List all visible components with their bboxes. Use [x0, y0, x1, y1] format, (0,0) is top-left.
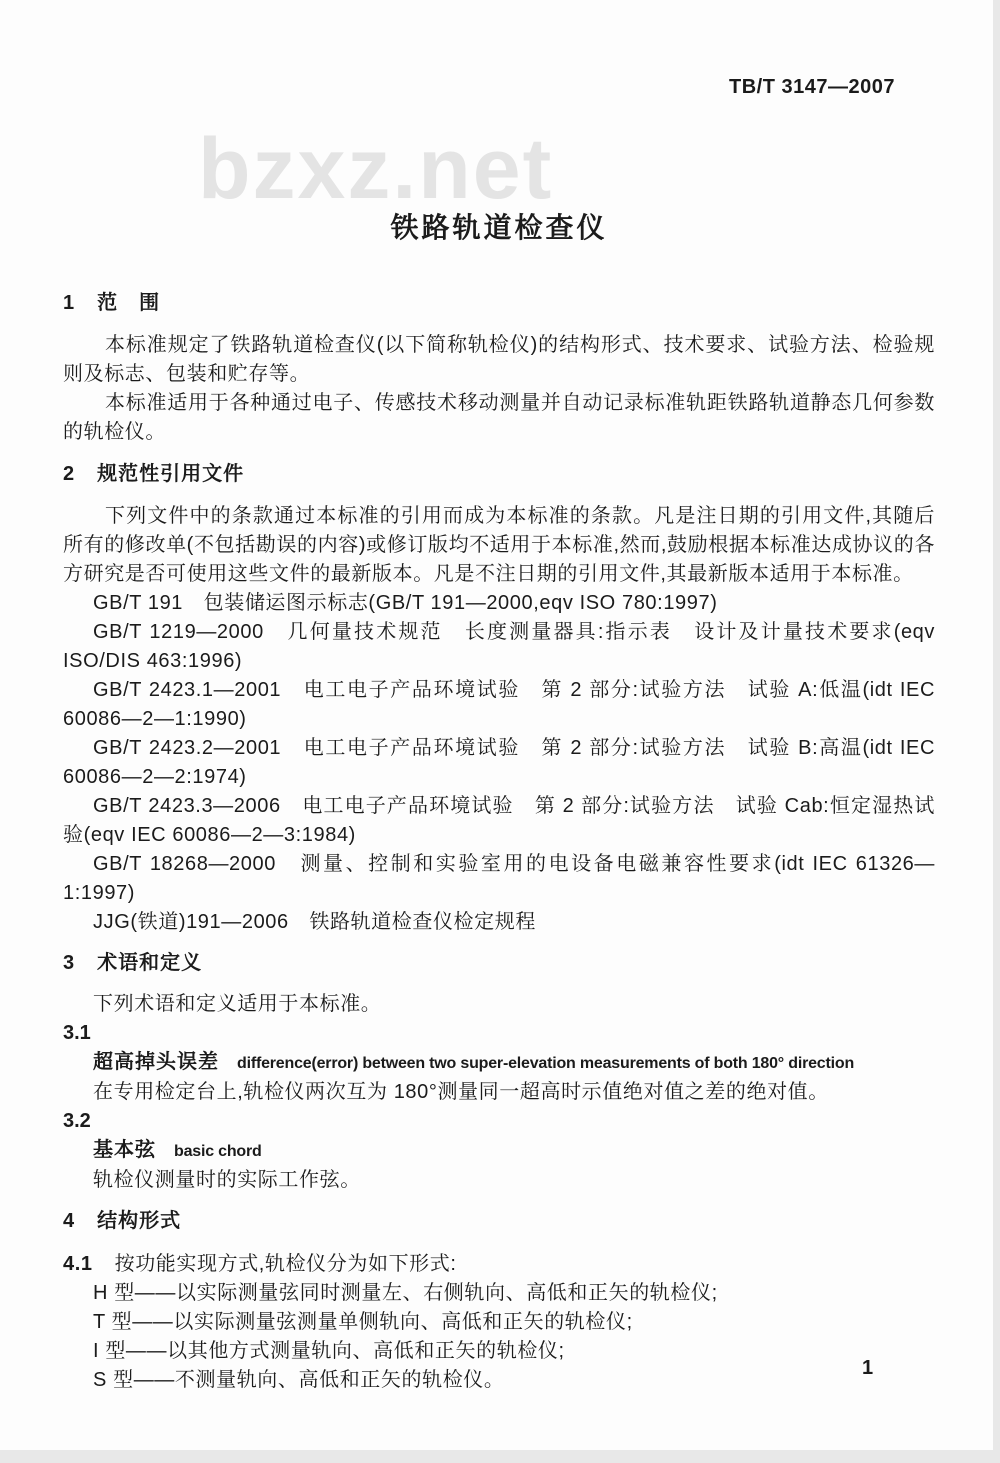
- section-2-number: 2: [63, 463, 76, 485]
- type-list-item: H 型——以实际测量弦同时测量左、右侧轨向、高低和正矢的轨检仪;: [93, 1282, 718, 1304]
- reference-item: GB/T 2423.3—2006 电工电子产品环境试验 第 2 部分:试验方法 试验 Cab:恒定湿热试验(eqv IEC 60086—2—3:1984): [63, 795, 935, 846]
- definition-3-1: 在专用检定台上,轨检仪两次互为 180°测量同一超高时示值绝对值之差的绝对值。: [93, 1081, 829, 1103]
- section-4-heading: [63, 1208, 935, 1234]
- term-3-1-en: difference(error) between two super-elevation measurements of both 180° direction: [237, 1055, 855, 1072]
- watermark-text: bzxz.net: [198, 121, 554, 217]
- type-list-item: T 型——以实际测量弦测量单侧轨向、高低和正矢的轨检仪;: [93, 1311, 633, 1333]
- clause-3-1-number: 3.1: [63, 1022, 91, 1044]
- type-list-item: I 型——以其他方式测量轨向、高低和正矢的轨检仪;: [93, 1340, 565, 1362]
- scan-edge-right: [993, 0, 1000, 1463]
- section-1-paragraph-1: 本标准规定了铁路轨道检查仪(以下简称轨检仪)的结构形式、技术要求、试验方法、检验规则及标志、包装和贮存等。: [63, 334, 935, 385]
- term-3-1: [63, 1048, 935, 1078]
- clause-4-1: [63, 1250, 935, 1279]
- section-3-number: 3: [63, 952, 76, 974]
- reference-item: GB/T 2423.2—2001 电工电子产品环境试验 第 2 部分:试验方法 试验 B:高温(idt IEC 60086—2—2:1974): [63, 737, 935, 788]
- standard-number: TB/T 3147—2007: [729, 76, 895, 98]
- section-1-heading: [63, 290, 935, 316]
- term-3-1-zh: 超高掉头误差: [93, 1051, 219, 1073]
- section-1-number: 1: [63, 292, 76, 314]
- reference-item: GB/T 1219—2000 几何量技术规范 长度测量器具:指示表 设计及计量技术要求(eqv ISO/DIS 463:1996): [63, 621, 935, 672]
- page-content: [63, 0, 935, 1395]
- type-list-item: S 型——不测量轨向、高低和正矢的轨检仪。: [93, 1369, 505, 1391]
- clause-4-1-text: 按功能实现方式,轨检仪分为如下形式:: [114, 1253, 457, 1275]
- term-3-2-zh: 基本弦: [93, 1139, 156, 1161]
- section-4-title: 结构形式: [97, 1210, 182, 1232]
- section-2-title: 规范性引用文件: [97, 463, 245, 485]
- section-2-heading: [63, 461, 935, 487]
- section-2-intro: 下列文件中的条款通过本标准的引用而成为本标准的条款。凡是注日期的引用文件,其随后所有的修改单(不包括勘误的内容)或修订版均不适用于本标准,然而,鼓励根据本标准达成协议的各方研究是否可使用这些文件的最新版本。凡是不注日期的引用文件,其最新版本适用于本标准。: [63, 505, 935, 585]
- reference-item: GB/T 2423.1—2001 电工电子产品环境试验 第 2 部分:试验方法 试验 A:低温(idt IEC 60086—2—1:1990): [63, 679, 935, 730]
- page-number: 1: [862, 1357, 874, 1379]
- section-3-title: 术语和定义: [97, 952, 203, 974]
- term-3-2-en: basic chord: [174, 1143, 262, 1160]
- reference-item: GB/T 191 包装储运图示标志(GB/T 191—2000,eqv ISO 780:1997): [93, 592, 718, 614]
- reference-item: JJG(铁道)191—2006 铁路轨道检查仪检定规程: [93, 911, 536, 933]
- section-1-title: 范 围: [97, 292, 161, 314]
- document-title: 铁路轨道检查仪: [390, 212, 608, 243]
- clause-4-1-number: 4.1: [63, 1253, 93, 1275]
- reference-item: GB/T 18268—2000 测量、控制和实验室用的电设备电磁兼容性要求(idt IEC 61326—1:1997): [63, 853, 935, 904]
- section-3-intro: 下列术语和定义适用于本标准。: [93, 993, 382, 1015]
- term-3-2: [63, 1136, 935, 1166]
- clause-3-2-number: 3.2: [63, 1110, 91, 1132]
- section-3-heading: [63, 950, 935, 976]
- definition-3-2: 轨检仪测量时的实际工作弦。: [93, 1169, 361, 1191]
- section-1-paragraph-2: 本标准适用于各种通过电子、传感技术移动测量并自动记录标准轨距铁路轨道静态几何参数的轨检仪。: [63, 392, 935, 443]
- section-4-number: 4: [63, 1210, 76, 1232]
- scan-edge-bottom: [0, 1450, 1000, 1463]
